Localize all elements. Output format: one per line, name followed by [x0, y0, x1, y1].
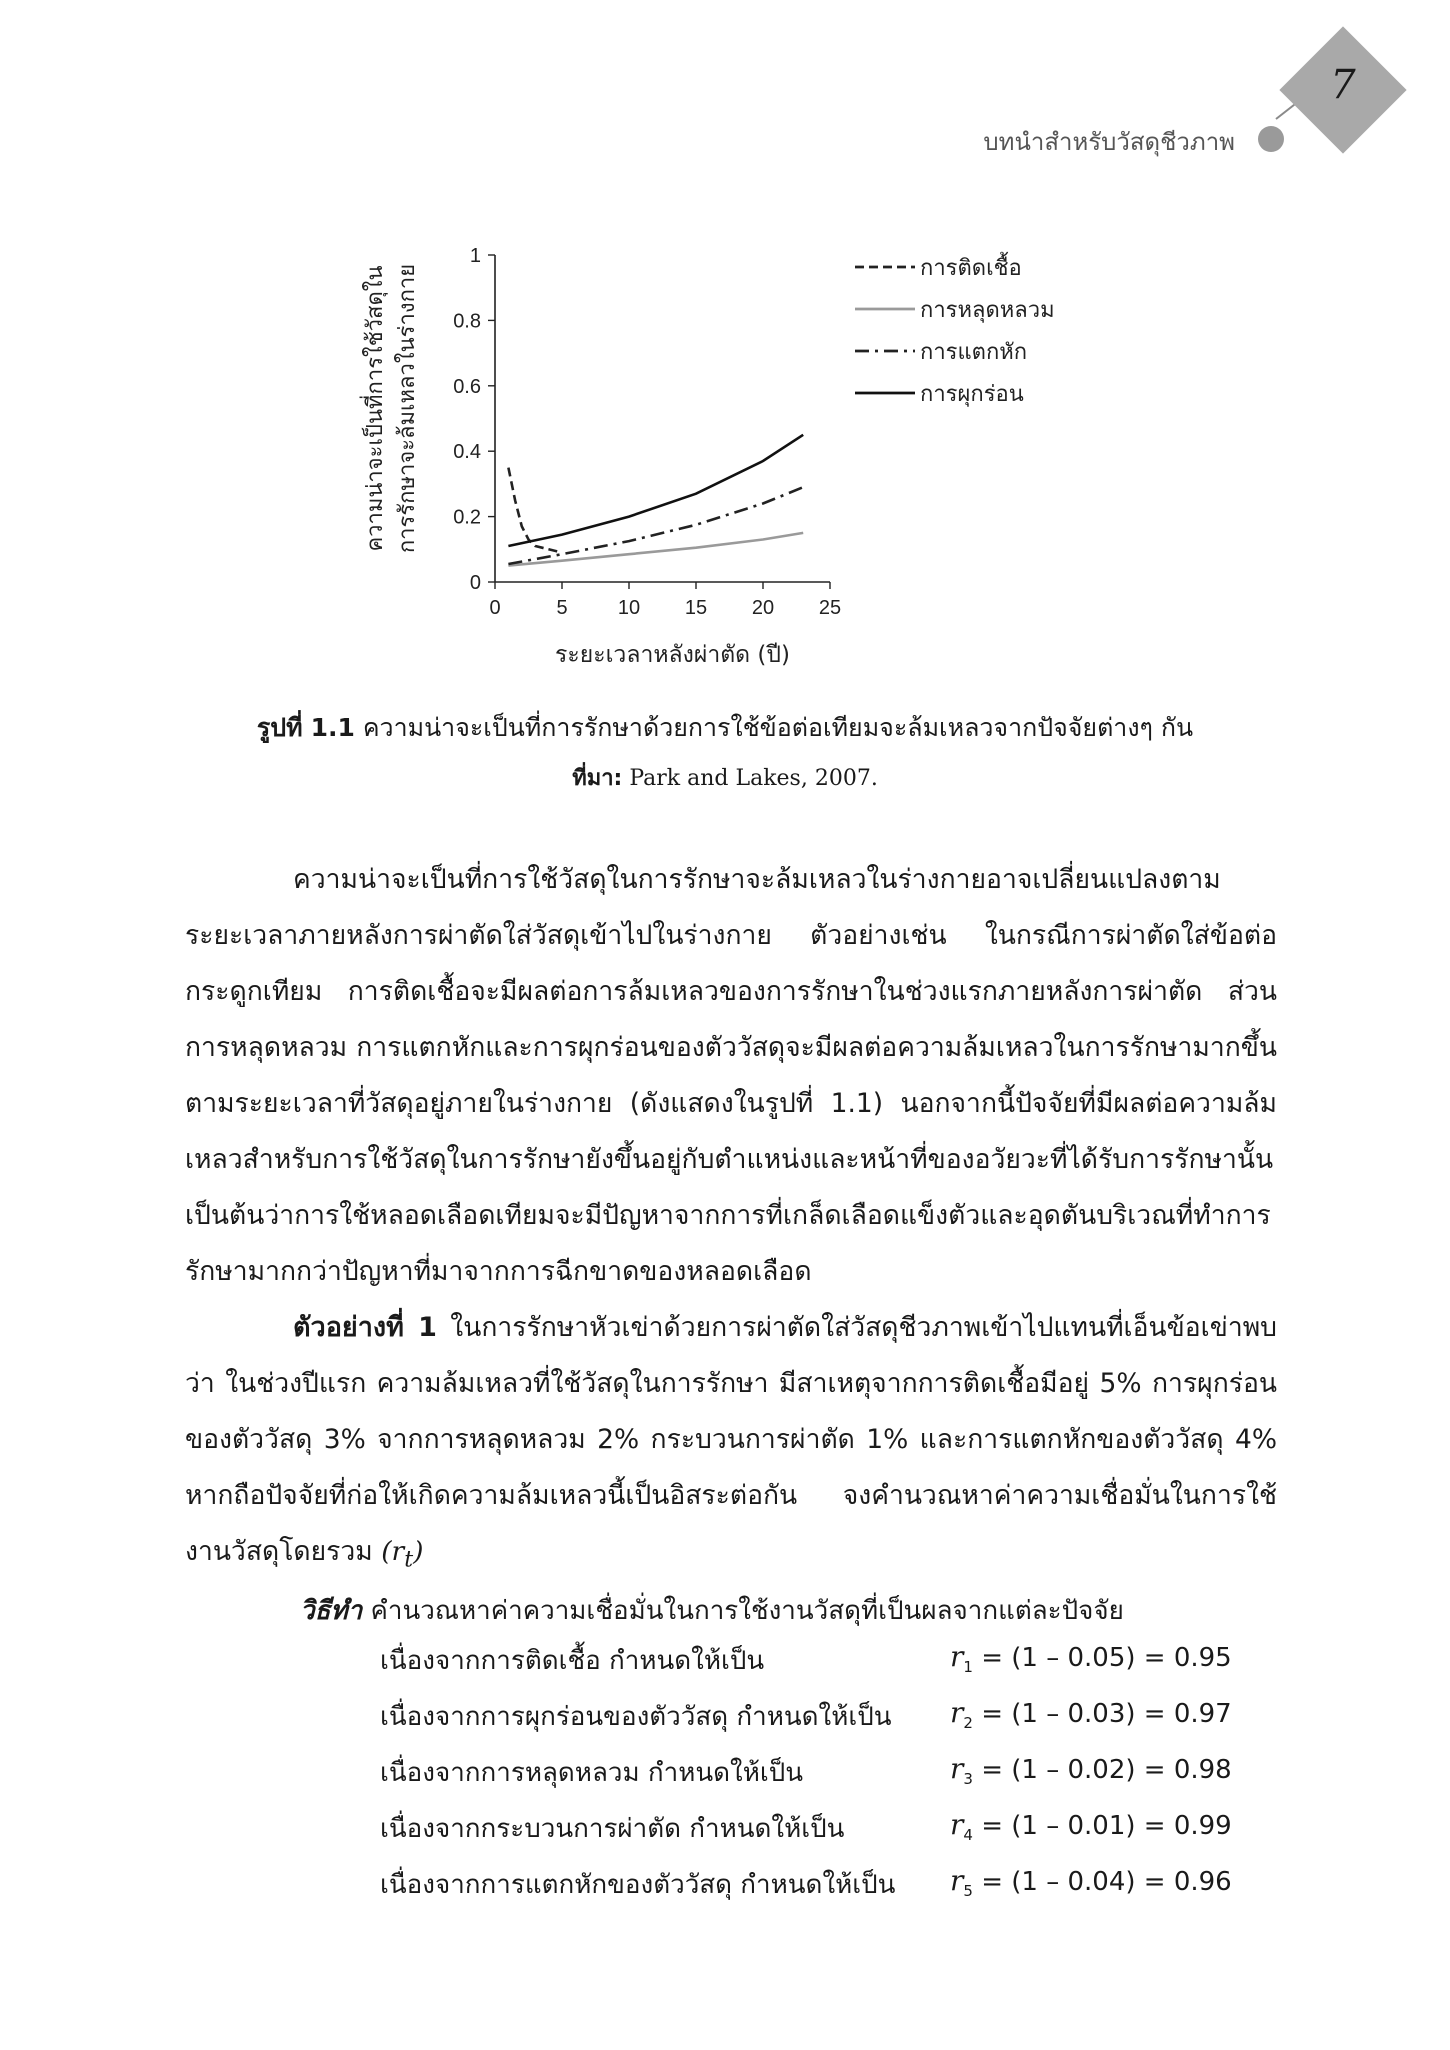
paragraph-1-text: ความน่าจะเป็นที่การใช้วัสดุในการรักษาจะล้มเหลวในร่างกายอาจเปลี่ยนแปลงตามระยะเวลาภายหลังการผ่าตัดใส่วัสดุเข้าไปในร่างกาย ตัวอย่างเช่น ในกรณีการผ่าตัดใส่ข้อต่อกระดูกเทียม การติดเชื้อจะมีผลต่อการล้มเหลวของการรักษาในช่วงแรกภายหลังการผ่าตัด ส่วนการหลุดหลวม การแตกหักและการผุกร่อนของตัววัสดุจะมีผลต่อความล้มเหลวในการรักษามากขึ้นตามระยะเวลาที่วัสดุอยู่ภายในร่างกาย (ดังแสดงในรูปที่ 1.1) นอกจากนี้ปัจจัยที่มีผลต่อความล้มเหลวสำหรับการใช้วัสดุในการรักษายังขึ้นอยู่กับตำแหน่งและหน้าที่ของอวัยวะที่ได้รับการรักษานั้น เป็นต้นว่าการใช้หลอดเลือดเทียมจะมีปัญหาจากการที่เกล็ดเลือดแข็งตัวและอุดตันบริเวณที่ทำการรักษามากกว่าปัญหาที่มาจากการฉีกขาดของหลอดเลือด	[185, 864, 1277, 1287]
caption-label: รูปที่	[256, 713, 303, 742]
legend-label: การผุกร่อน	[920, 382, 1024, 407]
x-tick-label: 15	[684, 597, 708, 619]
chart-series	[508, 435, 803, 566]
step-equation: $r_4 = (1 - 0.01) = 0.99$	[950, 1808, 1232, 1845]
source-label: ที่มา:	[572, 766, 623, 791]
calculation-step	[380, 1640, 1260, 1696]
method-text: คำนวณหาค่าความเชื่อมั่นในการใช้งานวัสดุที่เป็นผลจากแต่ละปัจจัย	[370, 1596, 1124, 1626]
header-bullet-circle	[1258, 126, 1284, 152]
calculation-step	[380, 1864, 1260, 1920]
source-text: Park and Lakes, 2007.	[629, 766, 878, 791]
chart-axis-labels	[359, 264, 790, 668]
step-description: เนื่องจากการแตกหักของตัววัสดุ กำหนดให้เป็น	[380, 1870, 896, 1900]
step-equation: $r_2 = (1 - 0.03) = 0.97$	[950, 1696, 1232, 1733]
method-line	[300, 1590, 1124, 1631]
legend-label: การติดเชื้อ	[920, 256, 1022, 281]
x-tick-label: 5	[556, 597, 568, 619]
figure-source	[0, 760, 1450, 795]
running-head: บทนำสำหรับวัสดุชีวภาพ	[983, 128, 1235, 156]
legend-label: การหลุดหลวม	[920, 298, 1055, 323]
body-paragraph-1	[185, 852, 1277, 1300]
series-line	[508, 435, 803, 546]
x-tick-label: 25	[818, 597, 842, 619]
caption-text: ความน่าจะเป็นที่การรักษาด้วยการใช้ข้อต่อเทียมจะล้มเหลวจากปัจจัยต่างๆ กัน	[362, 713, 1194, 742]
step-description: เนื่องจากการผุกร่อนของตัววัสดุ กำหนดให้เป็น	[380, 1702, 892, 1732]
step-equation: $r_1 = (1 - 0.05) = 0.95$	[950, 1640, 1232, 1677]
caption-number: 1.1	[310, 713, 355, 742]
example-paragraph	[185, 1300, 1277, 1588]
y-tick-label: 0.4	[453, 441, 481, 464]
step-equation: $r_3 = (1 - 0.02) = 0.98$	[950, 1752, 1232, 1789]
page-number: 7	[1330, 62, 1356, 108]
calculation-step	[380, 1808, 1260, 1864]
x-tick-label: 10	[617, 597, 641, 619]
x-tick-label: 20	[751, 597, 775, 619]
y-tick-label: 0	[469, 572, 481, 594]
calculation-step	[380, 1752, 1260, 1808]
method-label: วิธีทำ	[300, 1596, 363, 1626]
calculation-step	[380, 1696, 1260, 1752]
x-tick-label: 0	[489, 597, 501, 619]
step-description: เนื่องจากการหลุดหลวม กำหนดให้เป็น	[380, 1758, 804, 1788]
y-axis-title-line2: การรักษาจะล้มเหลวในร่างกาย	[395, 263, 420, 554]
x-axis-title: ระยะเวลาหลังผ่าตัด (ปี)	[555, 642, 790, 668]
y-tick-label: 1	[469, 245, 481, 267]
y-tick-label: 0.2	[453, 506, 481, 529]
step-description: เนื่องจากการติดเชื้อ กำหนดให้เป็น	[380, 1646, 765, 1676]
example-text: ในการรักษาหัวเข่าด้วยการผ่าตัดใส่วัสดุชีวภาพเข้าไปแทนที่เอ็นข้อเข่าพบว่า ในช่วงปีแรก ความล้มเหลวที่ใช้วัสดุในการรักษา มีสาเหตุจากการติดเชื้อมีอยู่ 5% การผุกร่อนของตัววัสดุ 3% จากการหลุดหลวม 2% กระบวนการผ่าตัด 1% และการแตกหักของตัววัสดุ 4% หากถือปัจจัยที่ก่อให้เกิดความล้มเหลวนี้เป็นอิสระต่อกัน จงคำนวณหาค่าความเชื่อมั่นในการใช้งานวัสดุโดยรวม	[185, 1312, 1277, 1567]
y-axis-title-line1: ความน่าจะเป็นที่การใช้วัสดุใน	[363, 265, 388, 552]
figure-caption	[0, 708, 1450, 748]
step-equation: $r_5 = (1 - 0.04) = 0.96$	[950, 1864, 1232, 1901]
step-description: เนื่องจากกระบวนการผ่าตัด กำหนดให้เป็น	[380, 1814, 845, 1844]
chart-legend	[855, 252, 1055, 407]
example-symbol: $(r_t)$	[381, 1536, 424, 1573]
failure-probability-chart	[340, 235, 1120, 695]
legend-label: การแตกหัก	[920, 340, 1028, 365]
y-tick-label: 0.8	[453, 310, 481, 333]
example-title: ตัวอย่างที่ 1	[293, 1312, 437, 1343]
y-tick-label: 0.6	[453, 375, 481, 398]
calculation-steps	[380, 1640, 1260, 1920]
